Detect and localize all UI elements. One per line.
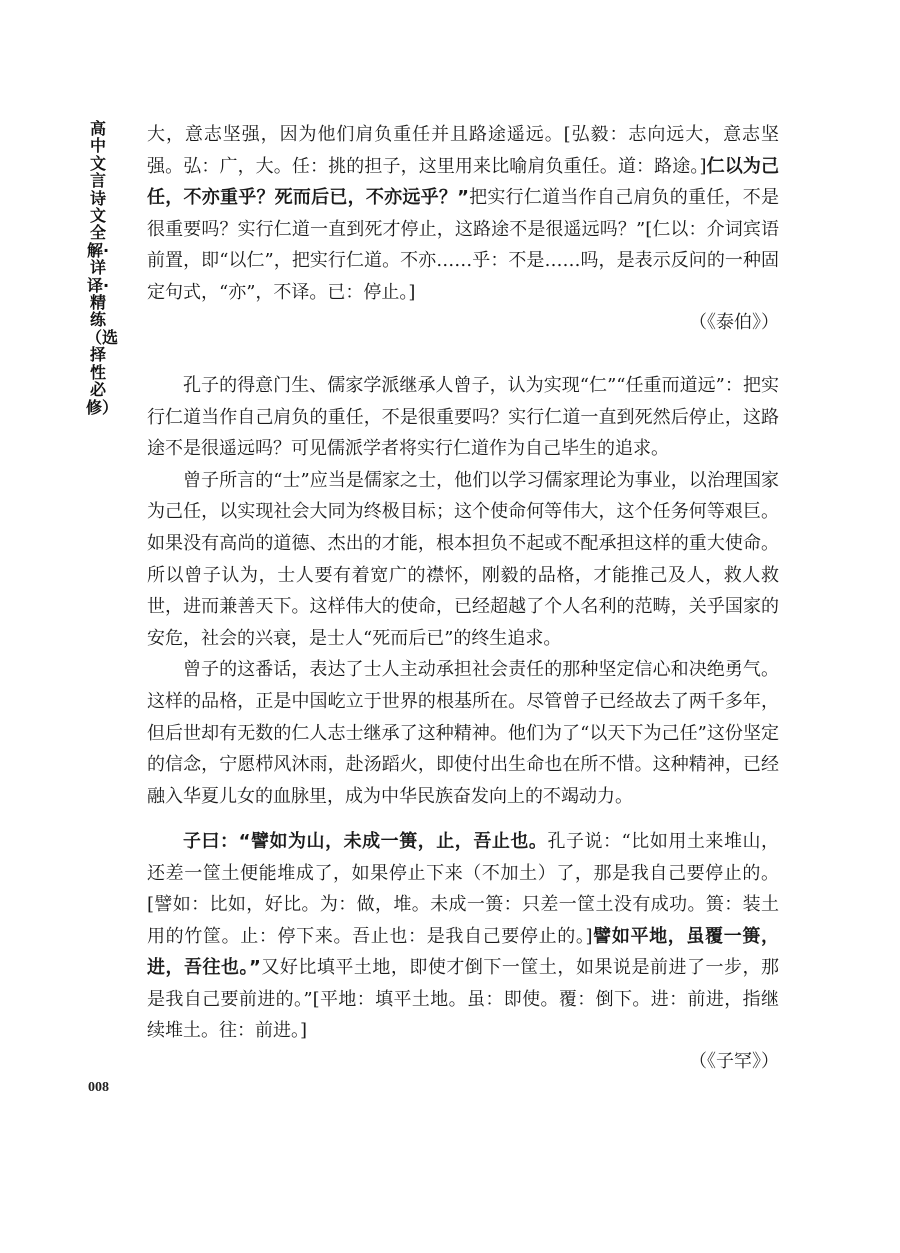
original-text: 譬如平地，虽覆一篑，进，吾往也。” (147, 925, 779, 978)
commentary-paragraph: 曾子的这番话，表达了士人主动承担社会责任的那种坚定信心和决绝勇气。这样的品格，正是中国屹立于世界的根基所在。尽管曾子已经故去了两千多年，但后世却有无数的仁人志士继承了这种精神。他们为了“以天下为己任”这份坚定的信念，宁愿栉风沐雨，赴汤蹈火，即使付出生命也在所不惜。这种精神，已经融入华夏儿女的血脉里，成为中华民族奋发向上的不竭动力。 (147, 659, 779, 807)
source-citation: （《泰伯》） (689, 312, 779, 333)
translation-text: 又好比填平土地，即使才倒下一筐土，如果说是前进了一步，那是我自己要前进的。”[平地：填平土地。虽：即使。覆：倒下。进：前进，指继续堆土。往：前进。] (147, 957, 779, 1041)
section-taibo (147, 119, 779, 338)
section-zihan (147, 826, 779, 1077)
commentary-paragraph: 孔子的得意门生、儒家学派继承人曾子，认为实现“仁”“任重而道远”：把实行仁道当作自己肩负的重任，不是很重要吗？实行仁道一直到死然后停止，这路途不是很遥远吗？可见儒派学者将实行仁道作为自己毕生的追求。 (147, 375, 779, 460)
quote-paragraph (147, 826, 779, 1047)
book-title-sidebar: 高中文言诗文全解·详译·精练（选择性必修） (86, 119, 119, 417)
page-number: 008 (88, 1080, 109, 1095)
original-text: 仁以为己任，不亦重乎？死而后已，不亦远乎？” (147, 155, 780, 208)
commentary (147, 370, 779, 812)
commentary-paragraph: 曾子所言的“士”应当是儒家之士，他们以学习儒家理论为事业，以治理国家为己任，以实现社会大同为终极目标；这个使命何等伟大，这个任务何等艰巨。如果没有高尚的道德、杰出的才能，根本担负不起或不配承担这样的重大使命。所以曾子认为，士人要有着宽广的襟怀，刚毅的品格，才能推己及人，救人救世，进而兼善天下。这样伟大的使命，已经超越了个人名利的范畴，关乎国家的安危，社会的兴衰，是士人“死而后已”的终生追求。 (147, 469, 779, 649)
quote-paragraph (147, 119, 779, 308)
translation-text: 孔子说：“比如用土来堆山，还差一筐土便能堆成了，如果停止下来（不加土）了，那是我自己要停止的。[譬如：比如，好比。为：做，堆。未成一篑：只差一筐土没有成功。篑：装土用的竹筐。止：停下来。吾止也：是我自己要停止的。] (147, 831, 780, 947)
translation-text: 大，意志坚强，因为他们肩负重任并且路途遥远。[弘毅：志向远大，意志坚强。弘：广，大。任：挑的担子，这里用来比喻肩负重任。道：路途。] (147, 124, 779, 177)
original-text: 子曰：“譬如为山，未成一篑，止，吾止也。 (183, 831, 548, 852)
translation-text: 把实行仁道当作自己肩负的重任，不是很重要吗？实行仁道一直到死才停止，这路途不是很遥远吗？”[仁以：介词宾语前置，即“以仁”，把实行仁道。不亦……乎：不是……吗，是表示反问的一种固定句式，“亦”，不译。已：停止。] (147, 187, 779, 303)
source-citation: （《子罕》） (689, 1050, 779, 1072)
